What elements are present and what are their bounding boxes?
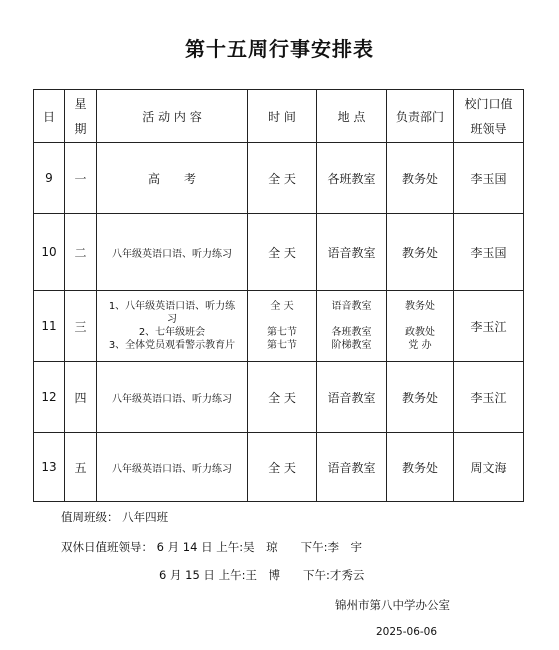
schedule-table (33, 89, 524, 502)
cell-place (317, 291, 387, 362)
cell-time (248, 291, 317, 362)
place-line: 阶梯教室 (331, 340, 372, 351)
header-place: 地 点 (317, 90, 387, 143)
page-title: 第十五周行事安排表 (185, 37, 374, 61)
cell-day: 13 (34, 433, 65, 502)
header-dept: 负责部门 (387, 90, 454, 143)
cell-day: 9 (34, 143, 65, 214)
cell-weekday: 四 (65, 362, 97, 433)
activity-line: 习 (167, 314, 177, 325)
dept-line: 党 办 (408, 340, 432, 351)
header-weekday-line2: 期 (74, 122, 87, 136)
cell-place: 语音教室 (317, 433, 387, 502)
cell-dept (387, 291, 454, 362)
time-line: 第七节 (267, 340, 297, 351)
time-line: 第七节 (267, 327, 297, 338)
place-line: 各班教室 (331, 327, 372, 338)
dept-line (387, 313, 453, 326)
cell-weekday: 五 (65, 433, 97, 502)
cell-place: 语音教室 (317, 214, 387, 291)
place-line: 语音教室 (331, 301, 372, 312)
cell-weekday: 二 (65, 214, 97, 291)
document-date: 2025-06-06 (376, 626, 438, 638)
header-leader-line1: 校门口值 (464, 97, 513, 111)
cell-leader: 李玉国 (454, 214, 524, 291)
table-row (34, 433, 524, 502)
header-weekday-line1: 星 (74, 97, 87, 111)
table-row (34, 143, 524, 214)
cell-time: 全 天 (248, 143, 317, 214)
weekend-duty-line-1: 双休日值班领导： 6 月 14 日 上午:吴 琼 下午:李 宇 (61, 540, 362, 554)
time-line: 全 天 (270, 301, 294, 312)
activity-line: 3、全体党员观看警示教育片 (108, 340, 236, 351)
cell-time: 全 天 (248, 214, 317, 291)
duty-class-text: 值周班级： 八年四班 (61, 510, 169, 524)
header-weekday (65, 90, 97, 143)
cell-place: 各班教室 (317, 143, 387, 214)
dept-line: 政教处 (405, 327, 435, 338)
time-line (248, 313, 316, 326)
place-line (317, 313, 386, 326)
cell-activity: 八年级英语口语、听力练习 (97, 214, 248, 291)
cell-activity: 八年级英语口语、听力练习 (97, 362, 248, 433)
cell-dept: 教务处 (387, 362, 454, 433)
cell-dept: 教务处 (387, 433, 454, 502)
cell-activity (97, 291, 248, 362)
cell-activity: 高 考 (97, 143, 248, 214)
header-time: 时 间 (248, 90, 317, 143)
cell-day: 11 (34, 291, 65, 362)
weekend-duty-line-2: 6 月 15 日 上午:王 博 下午:才秀云 (159, 568, 365, 582)
header-day: 日 (34, 90, 65, 143)
cell-leader: 李玉国 (454, 143, 524, 214)
cell-dept: 教务处 (387, 143, 454, 214)
cell-activity: 八年级英语口语、听力练习 (97, 433, 248, 502)
cell-weekday: 一 (65, 143, 97, 214)
header-leader (454, 90, 524, 143)
dept-line: 教务处 (405, 301, 435, 312)
activity-line: 2、七年级班会 (138, 327, 206, 338)
cell-place: 语音教室 (317, 362, 387, 433)
activity-line: 1、八年级英语口语、听力练 (108, 301, 236, 312)
cell-time: 全 天 (248, 433, 317, 502)
office-signature: 锦州市第八中学办公室 (335, 598, 450, 612)
cell-day: 12 (34, 362, 65, 433)
cell-leader: 周文海 (454, 433, 524, 502)
cell-dept: 教务处 (387, 214, 454, 291)
header-activity: 活 动 内 容 (97, 90, 248, 143)
cell-leader: 李玉江 (454, 291, 524, 362)
header-leader-line2: 班领导 (470, 122, 507, 136)
table-row (34, 362, 524, 433)
cell-leader: 李玉江 (454, 362, 524, 433)
cell-day: 10 (34, 214, 65, 291)
cell-time: 全 天 (248, 362, 317, 433)
table-row (34, 291, 524, 362)
table-row (34, 214, 524, 291)
table-header-row (34, 90, 524, 143)
cell-weekday: 三 (65, 291, 97, 362)
